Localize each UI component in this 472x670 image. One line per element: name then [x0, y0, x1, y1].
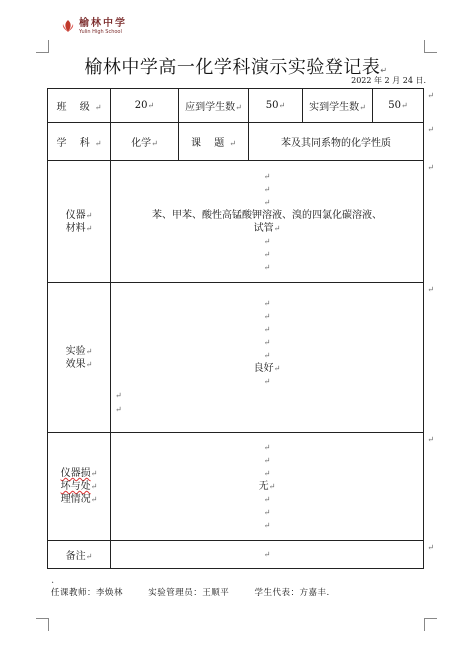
effect-content[interactable]: ↵ ↵ ↵ ↵ ↵ 良好↵ ↵ ↵ ↵ ↵ [111, 283, 424, 433]
student-rep-signature: 学生代表：方嘉丰. [254, 588, 330, 598]
crop-mark-top-right [424, 40, 437, 53]
row-effect [48, 283, 424, 433]
damage-content[interactable]: ↵ ↵ ↵ 无↵ ↵ ↵ ↵ ↵ [111, 433, 424, 541]
equipment-content[interactable]: ↵ ↵ ↵ 苯、甲苯、酸性高锰酸钾溶液、溴的四氯化碳溶液、 试管↵ ↵ ↵ ↵ ↵ [111, 161, 424, 283]
equipment-label: 仪器↵ 材料↵ [48, 161, 111, 283]
class-value[interactable]: 20↵ [111, 89, 179, 123]
registration-table [47, 88, 434, 569]
row-subject [48, 123, 424, 161]
remarks-label: 备注↵ [48, 541, 111, 569]
anchor-mark: . [51, 575, 55, 586]
due-students-value[interactable]: 50↵ [249, 89, 303, 123]
crop-mark-bottom-right [424, 618, 437, 631]
row-remarks [48, 541, 424, 569]
actual-students-label: 实到学生数↵ [303, 89, 373, 123]
due-students-label: 应到学生数↵ [179, 89, 249, 123]
signature-line [51, 586, 330, 598]
school-logo [60, 18, 127, 35]
effect-label: 实验↵ 效果↵ [48, 283, 111, 433]
school-name-en: Yulin High School [79, 29, 122, 35]
lab-manager-signature: 实验管理员：王顺平 [148, 588, 230, 598]
subject-value[interactable]: 化学↵ [111, 123, 179, 161]
class-label: 班 级↵ [48, 89, 111, 123]
school-emblem-icon [60, 18, 76, 34]
subject-label: 学 科↵ [48, 123, 111, 161]
topic-label: 课 题↵ [179, 123, 249, 161]
row-class-info [48, 89, 424, 123]
damage-label: 仪器损↵ 坏与处↵ 理情况↵ [48, 433, 111, 541]
page-title: 榆林中学高一化学科演示实验登记表↵ [84, 57, 388, 78]
teacher-signature: 任课教师：李焕林 [51, 588, 124, 598]
row-damage [48, 433, 424, 541]
crop-mark-top-left [36, 40, 49, 53]
actual-students-value[interactable]: 50↵ ↵ [373, 89, 424, 123]
topic-value[interactable]: 苯及其同系物的化学性质 ↵ [249, 123, 424, 161]
remarks-content[interactable]: ↵ ↵ [111, 541, 424, 569]
date-line: 2022 年 2 月 24 日. [351, 76, 426, 85]
row-equipment [48, 161, 424, 283]
crop-mark-bottom-left [36, 618, 49, 631]
school-name-cn: 榆林中学 [79, 18, 127, 29]
